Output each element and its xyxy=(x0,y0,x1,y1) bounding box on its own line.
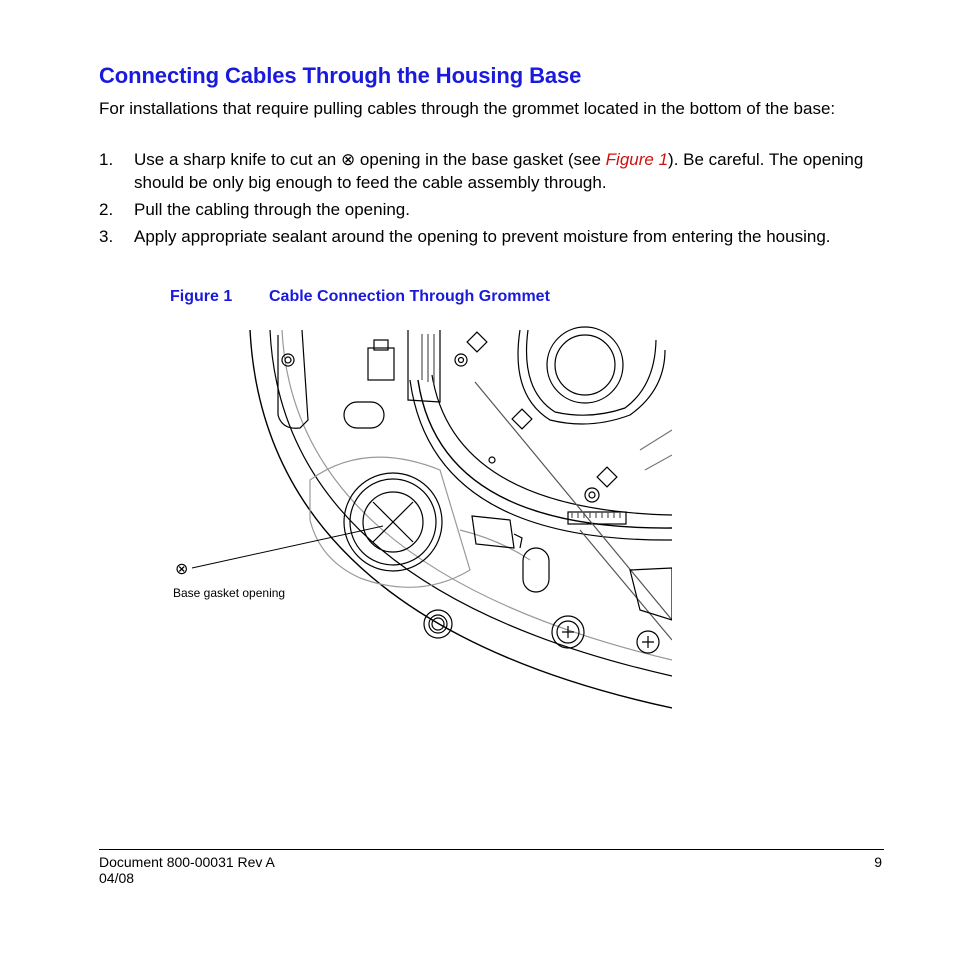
document-date: 04/08 xyxy=(99,870,135,886)
page-number: 9 xyxy=(874,854,882,870)
camera-lens xyxy=(547,327,623,403)
step-text: ). Be careful. The opening should be only big enough to feed the cable assembly through. xyxy=(134,150,864,192)
list-item xyxy=(99,198,869,221)
cut-mark xyxy=(373,502,413,542)
footer-document xyxy=(99,854,275,886)
inner-ring xyxy=(418,380,672,528)
step-number: 3. xyxy=(99,227,114,246)
list-item xyxy=(99,225,869,248)
mounting-slot xyxy=(344,402,384,428)
housing-rim xyxy=(270,330,672,676)
step-number: 1. xyxy=(99,150,114,169)
screw-icon xyxy=(455,354,467,366)
footer-divider xyxy=(99,849,884,850)
document-number: Document 800-00031 Rev A xyxy=(99,854,275,870)
screw-icon xyxy=(282,354,294,366)
callout-label: Base gasket opening xyxy=(173,586,286,600)
step-number: 2. xyxy=(99,200,114,219)
housing-outer-edge xyxy=(250,330,672,708)
mounting-slot xyxy=(523,548,549,592)
step-text: Apply appropriate sealant around the opening to prevent moisture from entering the housing. xyxy=(134,227,831,246)
step-text: Pull the cabling through the opening. xyxy=(134,200,410,219)
figure-title: Cable Connection Through Grommet xyxy=(269,288,550,305)
steps-list xyxy=(99,148,869,252)
figure-number: Figure 1 xyxy=(170,288,233,305)
list-item xyxy=(99,148,869,194)
screw-icon xyxy=(585,488,599,502)
figure-caption xyxy=(170,288,550,306)
page-heading: Connecting Cables Through the Housing Base xyxy=(99,63,582,88)
figure-link[interactable]: Figure 1 xyxy=(605,150,669,169)
housing-base-drawing xyxy=(170,320,680,710)
step-text: Use a sharp knife to cut an ⊗ opening in the base gasket (see xyxy=(134,150,606,169)
intro-paragraph: For installations that require pulling cables through the grommet located in the bottom of the base: xyxy=(99,99,836,118)
callout-symbol: ⊗ xyxy=(175,559,189,578)
